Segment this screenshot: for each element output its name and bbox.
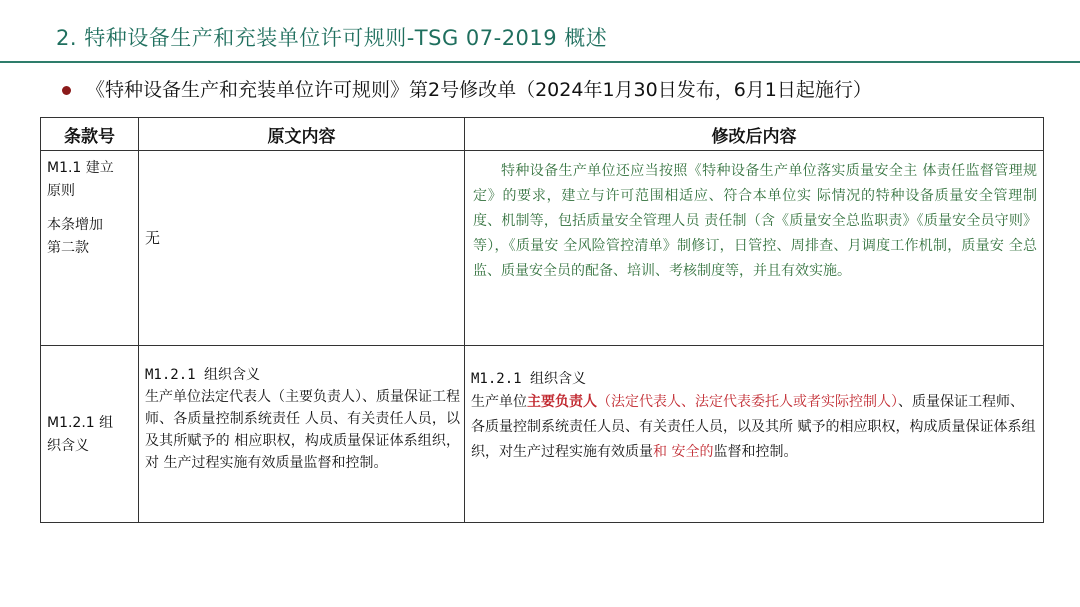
clause-label: 原则 bbox=[47, 183, 75, 199]
table-header-row bbox=[41, 118, 1044, 151]
original-cell bbox=[139, 151, 465, 346]
header-original: 原文内容 bbox=[139, 118, 465, 151]
title-divider bbox=[0, 61, 1080, 63]
original-cell bbox=[139, 346, 465, 523]
table-row bbox=[41, 151, 1044, 346]
highlight-added: （法定代表人、法定代表委托人或者实际控制人） bbox=[597, 394, 898, 410]
highlight-added: 和 安全的 bbox=[653, 444, 714, 460]
revised-text: 特种设备生产单位还应当按照《特种设备生产单位落实质量安全主 体责任监督管理规定》的要求，建立与许可范围相适应、符合本单位实 际情况的特种设备质量安全管理制度、机制等，包括质量安全管理人员 责任制（含《质量安全总监职责》《质量安全员守则》等），《质量安 全风险管控清单》制修订，日管控、周排查、月调度工作机制，质量安 全总监、质量安全员的配备、培训、考核制度等，并且有效实施。 bbox=[473, 163, 1037, 279]
original-text: 生产单位法定代表人（主要负责人）、质量保证工程师、各质量控制系统责任 人员、有关责任人员，以及其所赋予的 相应职权，构成质量保证体系组织，对 生产过程实施有效质量监督和控制。 bbox=[145, 389, 460, 471]
slide-subtitle: 《特种设备生产和充装单位许可规则》第2号修改单（2024年1月30日发布，6月1日起施行） bbox=[86, 79, 872, 101]
revised-text-part: 、质量保证工程师、各质量控制系统责任人员、有关责任人员，以及其所 赋予的相应职权，构成质量保证体系组织，对生产过程实施有效质量 bbox=[471, 394, 1036, 460]
header-revised: 修改后内容 bbox=[465, 118, 1044, 151]
clause-cell bbox=[41, 346, 139, 523]
clause-note: 本条增加 bbox=[47, 217, 103, 233]
clause-label: M1.1 建立 bbox=[47, 160, 114, 176]
revised-text-part: 监督和控制。 bbox=[713, 444, 798, 460]
bullet-dot-icon bbox=[62, 86, 71, 95]
slide-title: 2. 特种设备生产和充装单位许可规则-TSG 07-2019 概述 bbox=[56, 26, 608, 50]
revised-text bbox=[471, 390, 1037, 465]
clause-note: 第二款 bbox=[47, 240, 89, 256]
table-row bbox=[41, 346, 1044, 523]
revised-text-part: 生产单位 bbox=[471, 394, 527, 410]
clause-cell bbox=[41, 151, 139, 346]
original-text: 无 bbox=[145, 229, 161, 247]
clause-label: 织含义 bbox=[47, 438, 89, 454]
clause-label: M1.2.1 组 bbox=[47, 415, 114, 431]
header-clause: 条款号 bbox=[41, 118, 139, 151]
original-heading: M1.2.1 组织含义 bbox=[145, 367, 261, 383]
revised-heading: M1.2.1 组织含义 bbox=[471, 371, 587, 387]
highlight-added: 主要负责人 bbox=[527, 394, 597, 410]
revision-table bbox=[40, 117, 1044, 523]
revised-cell bbox=[465, 346, 1044, 523]
revised-cell bbox=[465, 151, 1044, 346]
